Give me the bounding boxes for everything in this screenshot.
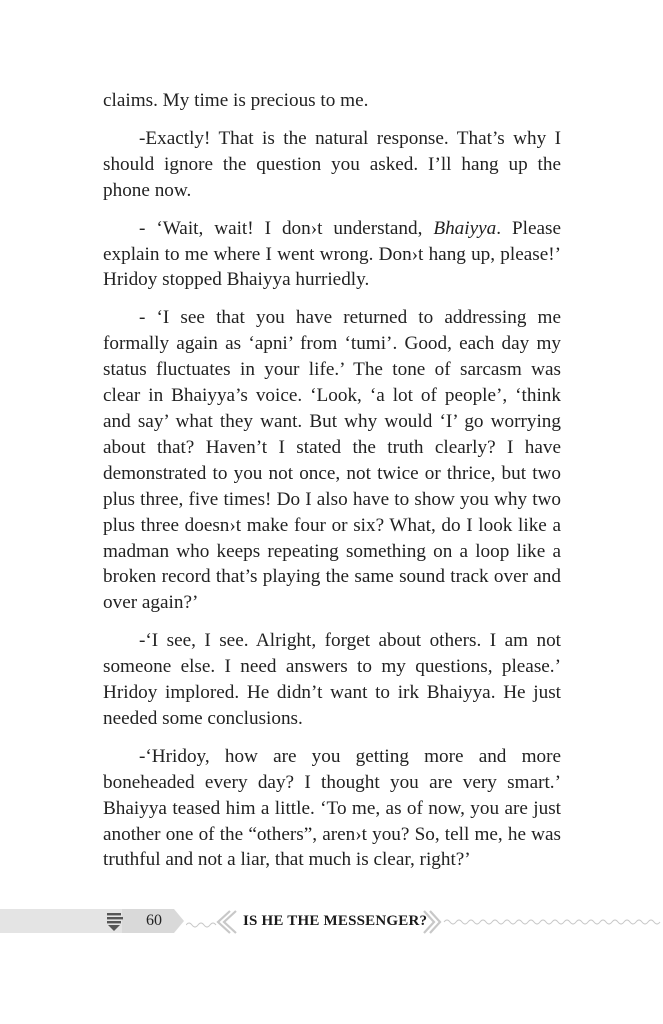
paragraph: [103, 216, 561, 294]
paragraph-text: - ‘Wait, wait! I don›t understand,: [139, 217, 434, 239]
paragraph-text: -Exactly! That is the natural response. That’s why I should ignore the question you asked. I’ll hang up the phone now.: [103, 127, 561, 201]
italic-word: Bhaiyya: [433, 217, 497, 239]
paragraph: [103, 88, 561, 114]
page-footer: [0, 907, 663, 937]
book-menu-icon: [105, 911, 125, 933]
paragraph-text: . Please explain to me where I went wrong. Don›t hang up, please!’ Hridoy stopped Bhaiyya hurriedly.: [103, 217, 561, 291]
paragraph-text: claims. My time is precious to me.: [103, 90, 369, 111]
page-body-text: [103, 88, 561, 885]
paragraph: [103, 305, 561, 616]
footer-ornament-right: [422, 907, 663, 937]
paragraph-text: - ‘I see that you have returned to addressing me formally again as ‘apni’ from ‘tumi’. Good, each day my status fluctuates in your life.’ The tone of sarcasm was clear in Bhaiyya’s voice. ‘Look, ‘a lot of people’, ‘think and say’ what they want. But why would ‘I’ go worrying about that? Haven’t I stated the truth clearly? I have demonstrated to you not once, not twice or thrice, but two plus three, five times! Do I also have to show you why two plus three doesn›t make four or six? What, do I look like a madman who keeps repeating something on a loop like a broken record that’s playing the same sound track over and over again?’: [103, 307, 561, 614]
paragraph: [103, 628, 561, 732]
footer-band: [0, 909, 122, 933]
paragraph-text: -‘Hridoy, how are you getting more and more boneheaded every day? I thought you are very smart.’ Bhaiyya teased him a little. ‘To me, as of now, you are just another one of the “others”, aren›t you? So, tell me, he was truthful and not a liar, that much is clear, right?’: [103, 745, 561, 871]
running-title: IS HE THE MESSENGER?: [243, 913, 428, 929]
page-number: 60: [146, 912, 162, 929]
footer-ornament-left: [186, 907, 238, 937]
paragraph-text: -‘I see, I see. Alright, forget about others. I am not someone else. I need answers to my questions, please.’ Hridoy implored. He didn’t want to irk Bhaiyya. He just needed some conclusions.: [103, 630, 561, 729]
paragraph: [103, 744, 561, 874]
paragraph: [103, 126, 561, 204]
